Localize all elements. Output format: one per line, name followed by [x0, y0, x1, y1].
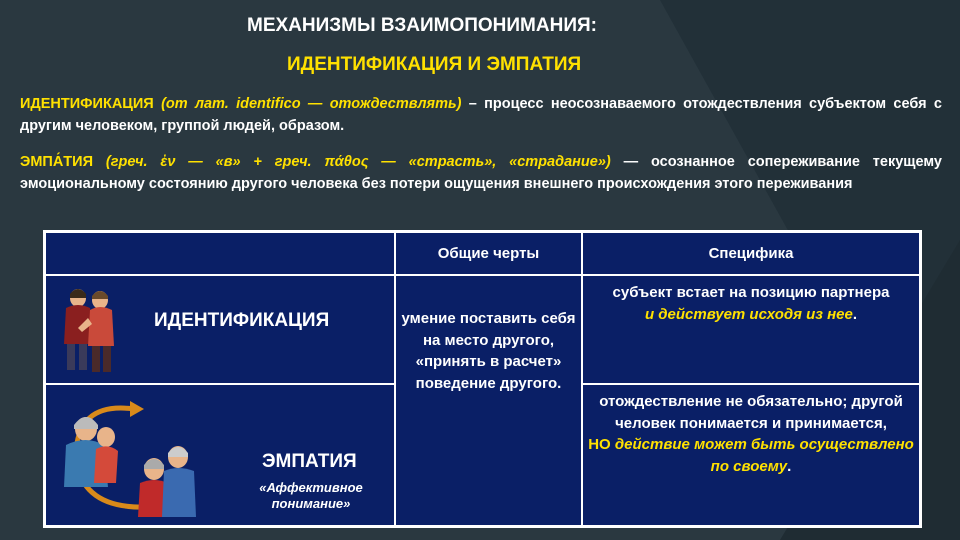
specific-identification-end: . [852, 305, 858, 323]
title-line-1: МЕХАНИЗМЫ ВЗАИМОПОНИМАНИЯ: [247, 15, 597, 36]
common-features-cell: умение поставить себя на место другого, «принять в расчет» поведение другого. [396, 276, 581, 525]
header-specific: Специфика [583, 233, 919, 274]
people-clipart-icon [58, 284, 120, 376]
row-empathy-sublabel: «Аффективное понимание» [259, 480, 363, 511]
specific-empathy-but: НО [588, 436, 611, 453]
text-identification: – процесс неосознаваемого отождествления субъектом себя с другим человеком, группой людей, образом. [20, 96, 942, 134]
etymology-empathy: (греч. ἐν — «в» + греч. πάθος — «страсть», «страдание») [105, 154, 611, 170]
term-identification: ИДЕНТИФИКАЦИЯ [20, 96, 154, 112]
specific-empathy-italic: действие может быть осуществлено по своему [614, 436, 914, 475]
header-common: Общие черты [396, 233, 581, 274]
specific-identification-cell [583, 276, 919, 383]
row-identification-label-cell [46, 276, 394, 383]
row-identification-label: ИДЕНТИФИКАЦИЯ [154, 310, 330, 331]
definition-empathy [20, 151, 942, 195]
specific-empathy-plain: отождествление не обязательно; другой человек понимается и принимается, [599, 393, 903, 432]
row-empathy-label: ЭМПАТИЯ [262, 451, 357, 472]
term-empathy: ЭМПА́ТИЯ [20, 154, 93, 170]
definitions [20, 93, 942, 195]
table-corner-cell [46, 233, 394, 274]
text-empathy: — осознанное сопереживание текущему эмоциональному состоянию другого человека без потери ощущения внешнего происхождения этого переживания [20, 154, 943, 192]
specific-empathy-end: . [787, 457, 792, 475]
comparison-table [43, 230, 922, 528]
definition-identification [20, 93, 942, 137]
row-empathy-label-cell [46, 385, 394, 525]
specific-empathy-cell [583, 385, 919, 525]
hugging-family-clipart-icon [54, 391, 204, 519]
etymology-identification: (от лат. identifico — отождествлять) [161, 96, 462, 112]
specific-identification-plain: субъект встает на позицию партнера [612, 284, 890, 301]
specific-identification-italic: и действует исходя из нее [644, 305, 853, 323]
title-line-2: ИДЕНТИФИКАЦИЯ И ЭМПАТИЯ [287, 54, 582, 75]
